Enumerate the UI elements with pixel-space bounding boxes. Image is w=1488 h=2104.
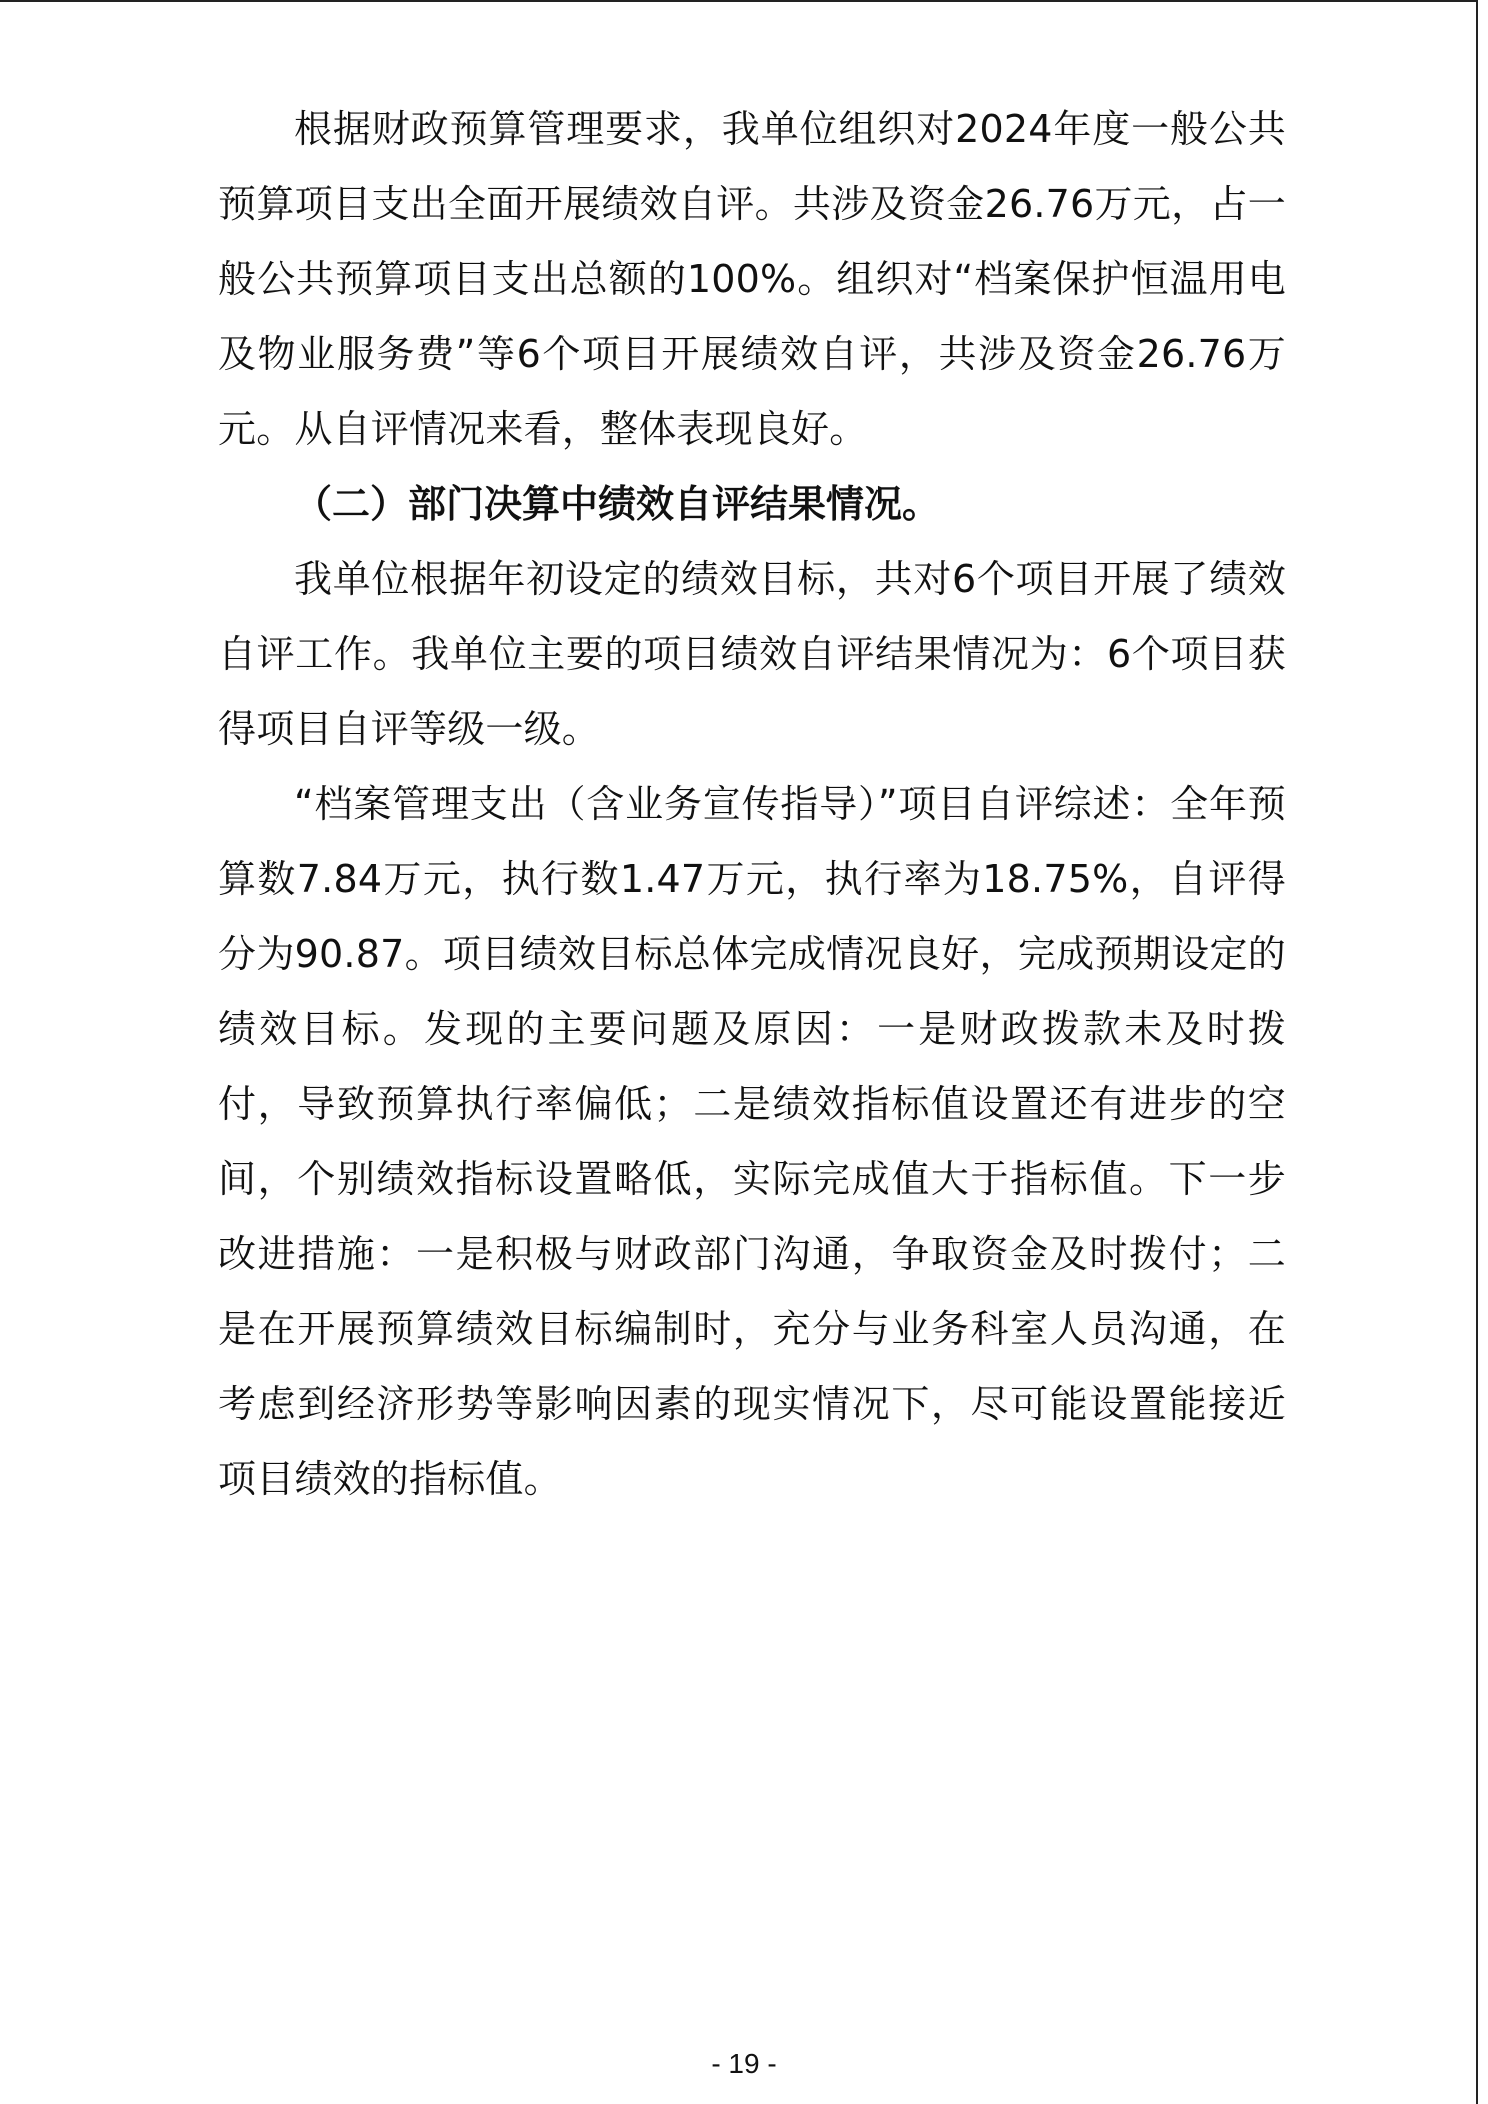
paragraph-evaluation-results: 我单位根据年初设定的绩效目标，共对6个项目开展了绩效自评工作。我单位主要的项目绩效自评结果情况为：6个项目获得项目自评等级一级。 (218, 557, 1286, 751)
paragraph-project-summary: “档案管理支出（含业务宣传指导）”项目自评综述：全年预算数7.84万元，执行数1.47万元，执行率为18.75%，自评得分为90.87。项目绩效目标总体完成情况良好，完成预期设定的绩效目标。发现的主要问题及原因：一是财政拨款未及时拨付，导致预算执行率偏低；二是绩效指标值设置还有进步的空间，个别绩效指标设置略低，实际完成值大于指标值。下一步改进措施：一是积极与财政部门沟通，争取资金及时拨付；二是在开展预算绩效目标编制时，充分与业务科室人员沟通，在考虑到经济形势等影响因素的现实情况下，尽可能设置能接近项目绩效的指标值。 (218, 782, 1286, 1501)
section-heading: （二）部门决算中绩效自评结果情况。 (294, 482, 941, 526)
paragraph-self-evaluation-overview: 根据财政预算管理要求，我单位组织对2024年度一般公共预算项目支出全面开展绩效自评。共涉及资金26.76万元，占一般公共预算项目支出总额的100%。组织对“档案保护恒温用电及物业服务费”等6个项目开展绩效自评，共涉及资金26.76万元。从自评情况来看，整体表现良好。 (218, 107, 1286, 451)
document-body (218, 92, 1286, 1517)
page-number: - 19 - (711, 2048, 777, 2079)
